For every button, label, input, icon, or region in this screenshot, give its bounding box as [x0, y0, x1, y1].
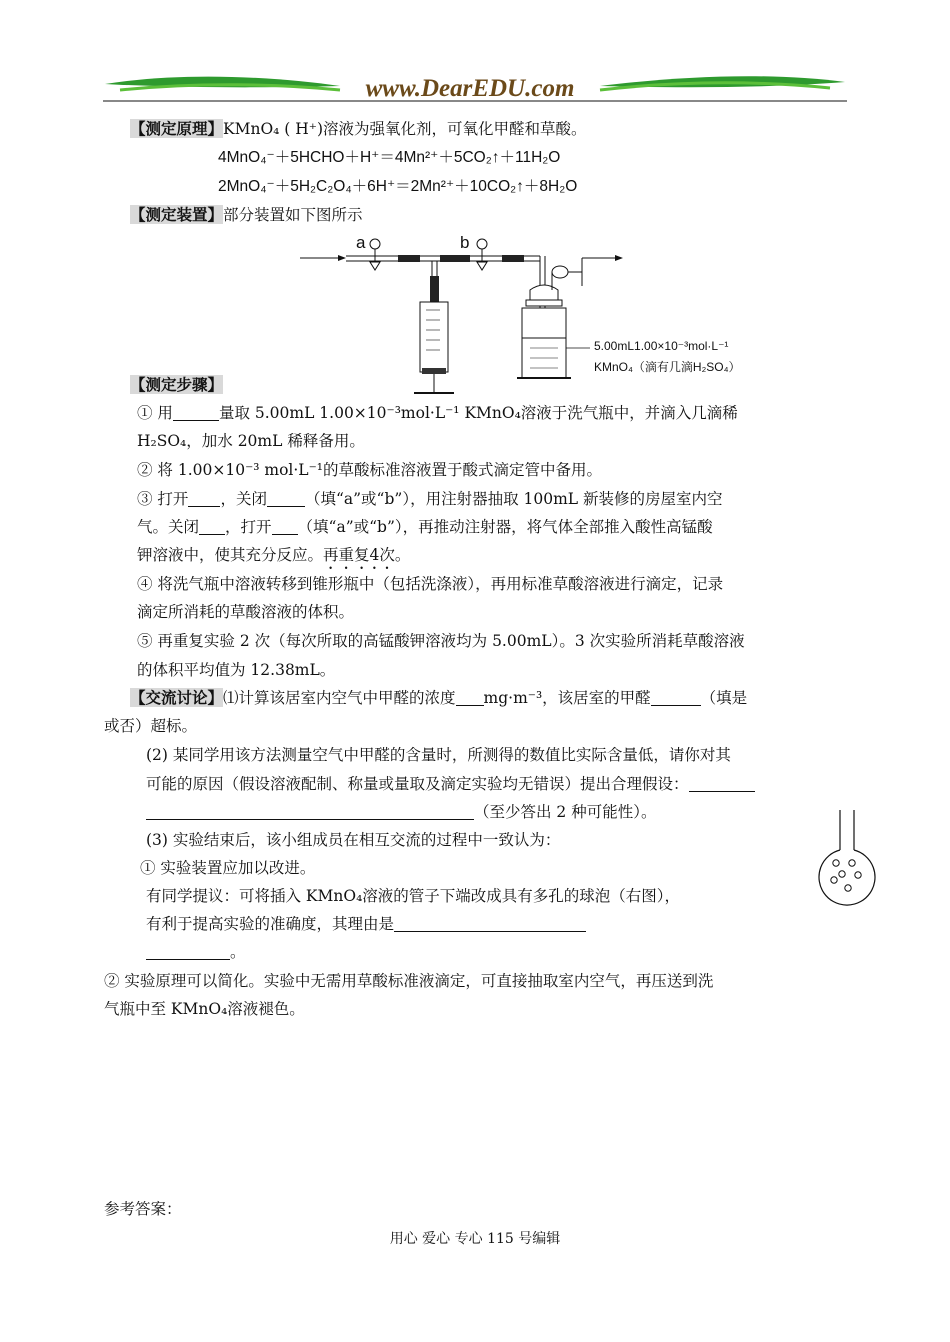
step-1-blank[interactable] [173, 404, 219, 421]
q3-blank-2[interactable] [146, 943, 230, 960]
step-3-line-2 [137, 517, 713, 537]
principle-text: KMnO₄ ( H⁺)溶液为强氧化剂，可氧化甲醛和草酸。 [223, 120, 587, 138]
header-logo [100, 68, 850, 104]
q3-line-2: ① 实验装置应加以改进。 [140, 859, 316, 877]
step-3-blank-2[interactable] [267, 490, 305, 507]
discussion-line-2: 或否）超标。 [104, 717, 198, 735]
step-3-blank-4[interactable] [272, 518, 298, 535]
apparatus-note-2: KMnO₄（滴有几滴H₂SO₄） [594, 360, 741, 374]
step-4-line-1: ④ 将洗气瓶中溶液转移到锥形瓶中（包括洗涤液），再用标准草酸溶液进行滴定，记录 [137, 575, 724, 593]
step-3-end: 。 [394, 546, 411, 564]
site-logo-text: www.DearEDU.com [365, 75, 575, 102]
q1-hint: （填是 [700, 689, 748, 707]
discussion-line-1 [130, 688, 747, 708]
principle-line [130, 119, 587, 139]
q3-reason: 有利于提高实验的准确度，其理由是 [146, 915, 395, 933]
apparatus-label: 【测定装置】 [130, 205, 224, 224]
q2-blank-1[interactable] [689, 775, 755, 792]
q3-line-6: ② 实验原理可以简化。实验中无需用草酸标准液滴定，可直接抽取室内空气，再压送到洗 [104, 972, 714, 990]
apparatus-note-1: 5.00mL1.00×10⁻³mol·L⁻¹ [594, 339, 729, 353]
q2-line-1: (2) 某同学用该方法测量空气中甲醛的含量时，所测得的数值比实际含量低，请你对其 [146, 746, 731, 764]
q2-blank-2[interactable] [146, 803, 474, 820]
step-3-close-2: 气。关闭 [137, 518, 200, 536]
q1-unit: mg·m⁻³，该居室的甲醛 [483, 689, 651, 707]
q1-text: ⑴计算该居室内空气中甲醛的浓度 [223, 689, 456, 707]
step-4-line-2: 滴定所消耗的草酸溶液的体积。 [137, 603, 355, 621]
q1-blank-1[interactable] [456, 689, 484, 706]
q3-line-7: 气瓶中至 KMnO₄溶液褪色。 [104, 1000, 305, 1018]
step-3-line-3 [137, 545, 410, 573]
q3-end: 。 [230, 943, 246, 961]
step-1-line-2: H₂SO₄，加水 20mL 稀释备用。 [137, 432, 365, 450]
footer-text: 用心 爱心 专心 115 号编辑 [389, 1231, 561, 1247]
valve-a-label: a [356, 233, 366, 252]
q2-hint: （至少答出 2 种可能性）。 [474, 803, 657, 821]
q3-line-3: 有同学提议：可将插入 KMnO₄溶液的管子下端改成具有多孔的球泡（右图）， [146, 887, 681, 905]
step-5-line-2: 的体积平均值为 12.38mL。 [137, 661, 336, 679]
step-3-open-2: ，打开 [225, 518, 272, 536]
step-3-line-1 [137, 489, 723, 509]
step-5-line-1: ⑤ 再重复实验 2 次（每次所取的高锰酸钾溶液均为 5.00mL）。3 次实验所消耗草酸溶液 [137, 632, 745, 650]
apparatus-text: 部分装置如下图所示 [223, 206, 363, 224]
step-1-prefix: ① 用 [137, 404, 173, 422]
step-1-line-1 [137, 403, 738, 423]
q3-line-4 [146, 914, 586, 934]
q2-text: 可能的原因（假设溶液配制、称量或量取及滴定实验均无错误）提出合理假设： [146, 775, 689, 793]
equation-2: 2MnO₄⁻＋5H₂C₂O₄＋6H⁺＝2Mn²⁺＋10CO₂↑＋8H₂O [218, 178, 578, 195]
steps-label-text: 【测定步骤】 [130, 375, 224, 394]
step-3-text: （填“a”或“b”），用注射器抽取 100mL 新装修的房屋室内空 [304, 490, 723, 508]
step-3-open: ③ 打开 [137, 490, 189, 508]
step-3-blank-1[interactable] [188, 490, 220, 507]
step-1-text: 量取 5.00mL 1.00×10⁻³mol·L⁻¹ KMnO₄溶液于洗气瓶中，并滴入几滴稀 [218, 404, 738, 422]
step-3-text-3: 钾溶液中，使其充分反应。 [137, 546, 324, 564]
step-2: ② 将 1.00×10⁻³ mol·L⁻¹的草酸标准溶液置于酸式滴定管中备用。 [137, 461, 603, 479]
answer-label: 参考答案： [104, 1200, 182, 1218]
q1-blank-2[interactable] [651, 689, 701, 706]
apparatus-line [130, 205, 363, 225]
step-3-blank-3[interactable] [199, 518, 225, 535]
discussion-label: 【交流讨论】 [130, 688, 224, 707]
q3-blank-1[interactable] [394, 915, 586, 932]
q2-line-2 [146, 774, 755, 794]
q3-line-5 [146, 942, 246, 962]
equation-1: 4MnO₄⁻＋5HCHO＋H⁺＝4Mn²⁺＋5CO₂↑＋11H₂O [218, 149, 561, 166]
principle-label: 【测定原理】 [130, 119, 224, 138]
step-3-close: ，关闭 [220, 490, 267, 508]
valve-b-label: b [460, 233, 470, 252]
porous-bulb-figure [812, 808, 882, 908]
steps-label [130, 375, 223, 395]
q3-line-1: (3) 实验结束后，该小组成员在相互交流的过程中一致认为： [146, 831, 561, 849]
step-3-repeat: 再重复4次 [323, 546, 395, 564]
step-3-text-2: （填“a”或“b”），再推动注射器，将气体全部推入酸性高锰酸 [297, 518, 713, 536]
q2-line-3 [146, 802, 656, 822]
